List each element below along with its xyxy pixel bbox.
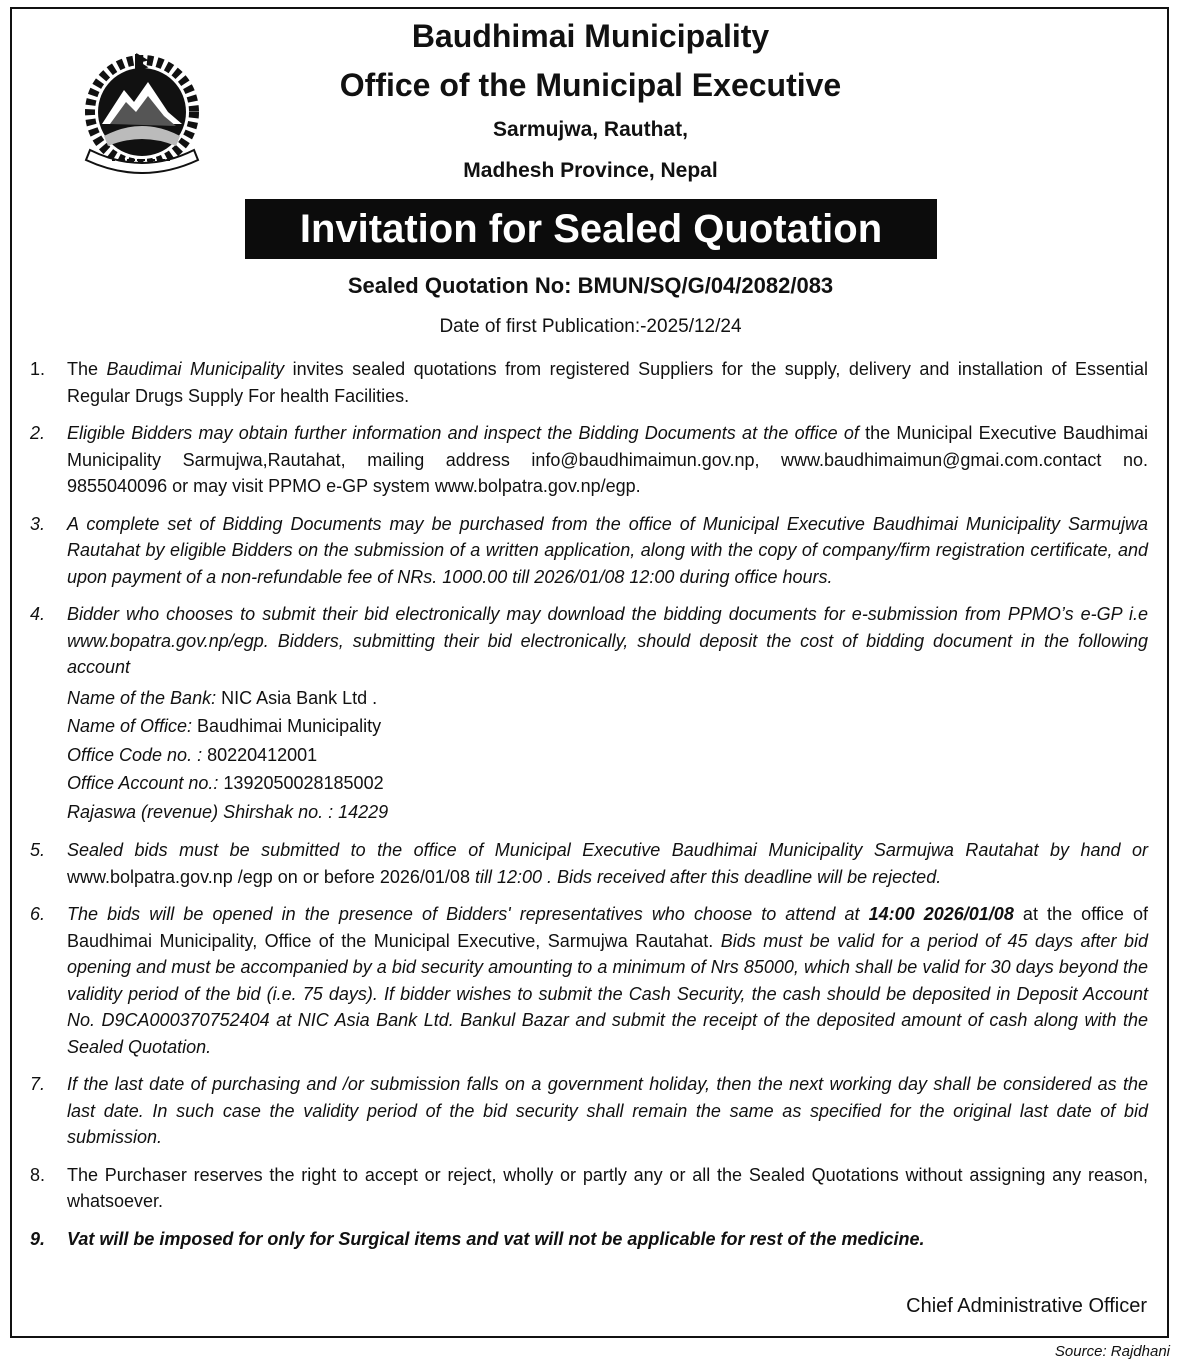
quotation-number: Sealed Quotation No: BMUN/SQ/G/04/2082/083	[347, 273, 834, 298]
address-line-2: Madhesh Province, Nepal	[463, 159, 718, 182]
item-number: 4.	[30, 604, 46, 624]
office-title: Office of the Municipal Executive	[339, 67, 842, 103]
municipality-title: Baudhimai Municipality	[411, 18, 770, 54]
item-number: 9.	[30, 1228, 46, 1249]
publication-date: Date of first Publication:-2025/12/24	[439, 316, 742, 337]
item-number: 6.	[30, 904, 46, 924]
item-number: 3.	[30, 513, 46, 534]
source-credit: Source: Rajdhani	[1054, 1343, 1170, 1360]
address-line-1: Sarmujwa, Rauthat,	[493, 118, 688, 141]
item-text: The Baudimai Municipality invites sealed quotations from registered Suppliers for the supply, delivery and installation of Essential Regular Drugs Supply For health Facilities.	[67, 359, 1148, 406]
item-number: 1.	[30, 359, 46, 379]
item-text: Vat will be imposed for only for Surgical items and vat will not be applicable for rest of the medicine.	[67, 1228, 925, 1249]
list-item	[30, 1162, 1148, 1215]
list-item	[30, 1071, 1148, 1151]
item-number: 8.	[30, 1164, 46, 1185]
item-text: If the last date of purchasing and /or submission falls on a government holiday, then the next working day shall be considered as the last date. In such case the validity period of the bid security shall remain the same as specified for the original last date of bid submission.	[67, 1074, 1148, 1147]
list-item	[30, 837, 1148, 890]
signatory-title: Chief Administrative Officer	[906, 1295, 1147, 1317]
list-item	[30, 511, 1148, 591]
item-number: 7.	[30, 1074, 46, 1094]
item-text: The Purchaser reserves the right to accept or reject, wholly or partly any or all the Sealed Quotations without assigning any reason, whatsoever.	[67, 1164, 1148, 1211]
list-item	[30, 420, 1148, 500]
item-text: Bidder who chooses to submit their bid electronically may download the bidding documents for e-submission from PPMO’s e-GP i.e www.bopatra.gov.np/egp. Bidders, submitting their bid electronically, should deposit the cost of bidding document in the following account Name of the Bank: NIC Asia Bank Ltd . Name of Office: Baudhimai Municipality Office Code no. : 80220412001 Office Account no.: 1392050028185002 Rajaswa (revenue) Shirshak no. : 14229	[67, 601, 1148, 826]
item-number: 2.	[30, 423, 46, 443]
list-item	[30, 356, 1148, 409]
list-item	[30, 601, 1148, 826]
item-text: A complete set of Bidding Documents may be purchased from the office of Municipal Executive Baudhimai Municipality Sarmujwa Rautahat by eligible Bidders on the submission of a written application, along with the copy of company/firm registration certificate, and upon payment of a non-refundable fee of NRs. 1000.00 till 2026/01/08 12:00 during office hours.	[67, 513, 1148, 587]
item-text: Sealed bids must be submitted to the office of Municipal Executive Baudhimai Municipality Sarmujwa Rautahat by hand or www.bolpatra.gov.np /egp on or before 2026/01/08 till 12:00 . Bids received after this deadline will be rejected.	[67, 840, 1148, 887]
notice-items-list	[30, 356, 1148, 1263]
item-text: Eligible Bidders may obtain further information and inspect the Bidding Documents at the office of the Municipal Executive Baudhimai Municipality Sarmujwa,Rautahat, mailing address info@baudhimaimun.gov.np, www.baudhimaimun@gmai.com.contact no. 9855040096 or may visit PPMO e-GP system www.bolpatra.gov.np/egp.	[67, 423, 1148, 496]
list-item	[30, 1226, 1148, 1253]
bank-account-details: Name of the Bank: NIC Asia Bank Ltd . Name of Office: Baudhimai Municipality Office Code no. : 80220412001 Office Account no.: 1392050028185002 Rajaswa (revenue) Shirshak no. : 14229	[67, 687, 389, 822]
item-text: The bids will be opened in the presence of Bidders' representatives who choose to attend at 14:00 2026/01/08 at the office of Baudhimai Municipality, Office of the Municipal Executive, Sarmujwa Rautahat. Bids must be valid for a period of 45 days after bid opening and must be accompanied by a bid security amounting to a minimum of Nrs 85000, which shall be valid for 30 days beyond the validity period of the bid (i.e. 75 days). If bidder wishes to submit the Cash Security, the cash should be deposited in Deposit Account No. D9CA000370752404 at NIC Asia Bank Ltd. Bankul Bazar and submit the receipt of the deposited amount of cash along with the Sealed Quotation.	[67, 904, 1148, 1057]
item-number: 5.	[30, 840, 46, 860]
list-item	[30, 901, 1148, 1060]
notice-banner-title: Invitation for Sealed Quotation	[245, 199, 937, 259]
